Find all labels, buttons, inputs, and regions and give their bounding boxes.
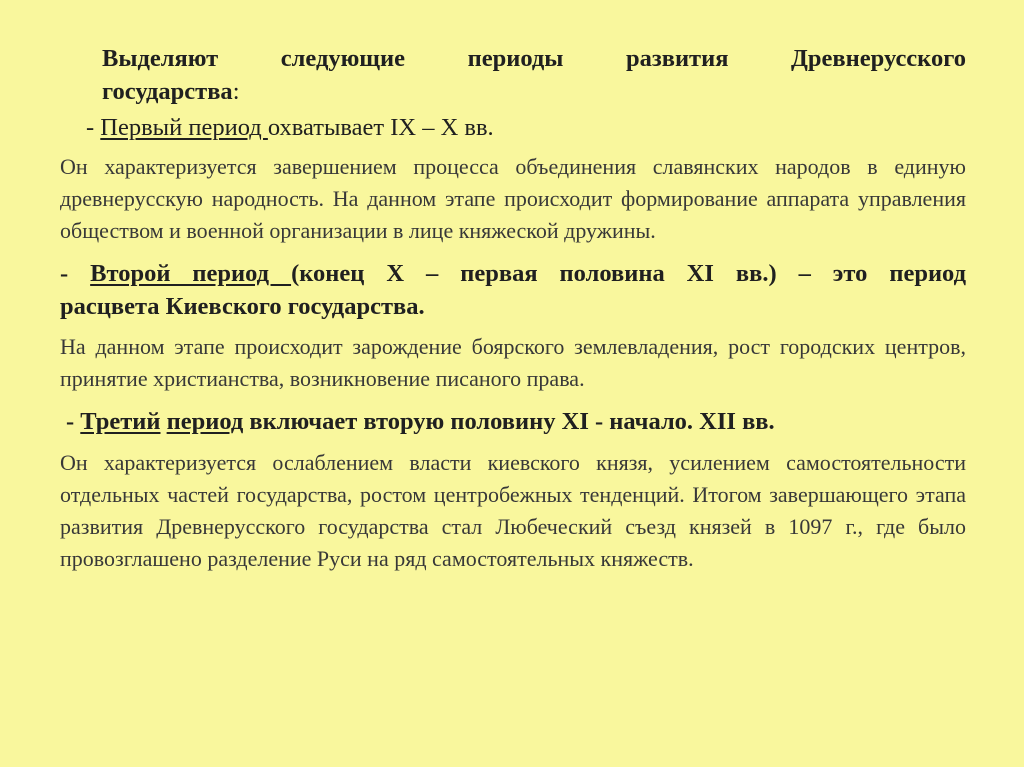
intro-line-1: Выделяют следующие периоды развития Древнерусского (102, 45, 966, 72)
period-2-dash: - (60, 260, 91, 287)
period-3-label-1: Третий (80, 408, 161, 435)
intro-colon: : (232, 78, 240, 105)
period-1-dash: - (86, 114, 101, 141)
period-2-line-1 (60, 257, 966, 290)
slide-content (60, 42, 966, 575)
period-2-label: Второй период (90, 260, 292, 287)
intro-line-2: государства (102, 78, 233, 105)
period-3-label-2: период (166, 408, 244, 435)
period-3-dash: - (66, 408, 81, 435)
period-2-heading (60, 257, 966, 323)
period-3-description: Он характеризуется ослаблением власти киевского князя, усилением самостоятельности отдельных частей государства, ростом центробежных тенденций. Итогом завершающего этапа развития Древнерусского государства стал Любеческий съезд князей в 1097 г., где было провозглашено разделение Руси на ряд самостоятельных княжеств. (60, 450, 966, 571)
period-3-heading (60, 405, 966, 438)
period-2-text-1: (конец X – первая половина XI вв.) – это период (291, 260, 966, 287)
period-1-description: Он характеризуется завершением процесса объединения славянских народов в единую древнерусскую народность. На данном этапе происходит формирование аппарата управления обществом и военной организации в лице княжеской дружины. (60, 154, 966, 243)
intro-heading (60, 42, 966, 108)
period-2-description: На данном этапе происходит зарождение боярского землевладения, рост городских центров, принятие христианства, возникновение писаного права. (60, 334, 966, 391)
period-1-heading (60, 111, 966, 144)
period-1-text: охватывает IX – X вв. (267, 114, 494, 141)
period-2-line-2: расцвета Киевского государства. (60, 293, 425, 320)
period-3-text: включает вторую половину XI - начало. XII вв. (243, 408, 775, 435)
period-1-label: Первый период (100, 114, 268, 141)
